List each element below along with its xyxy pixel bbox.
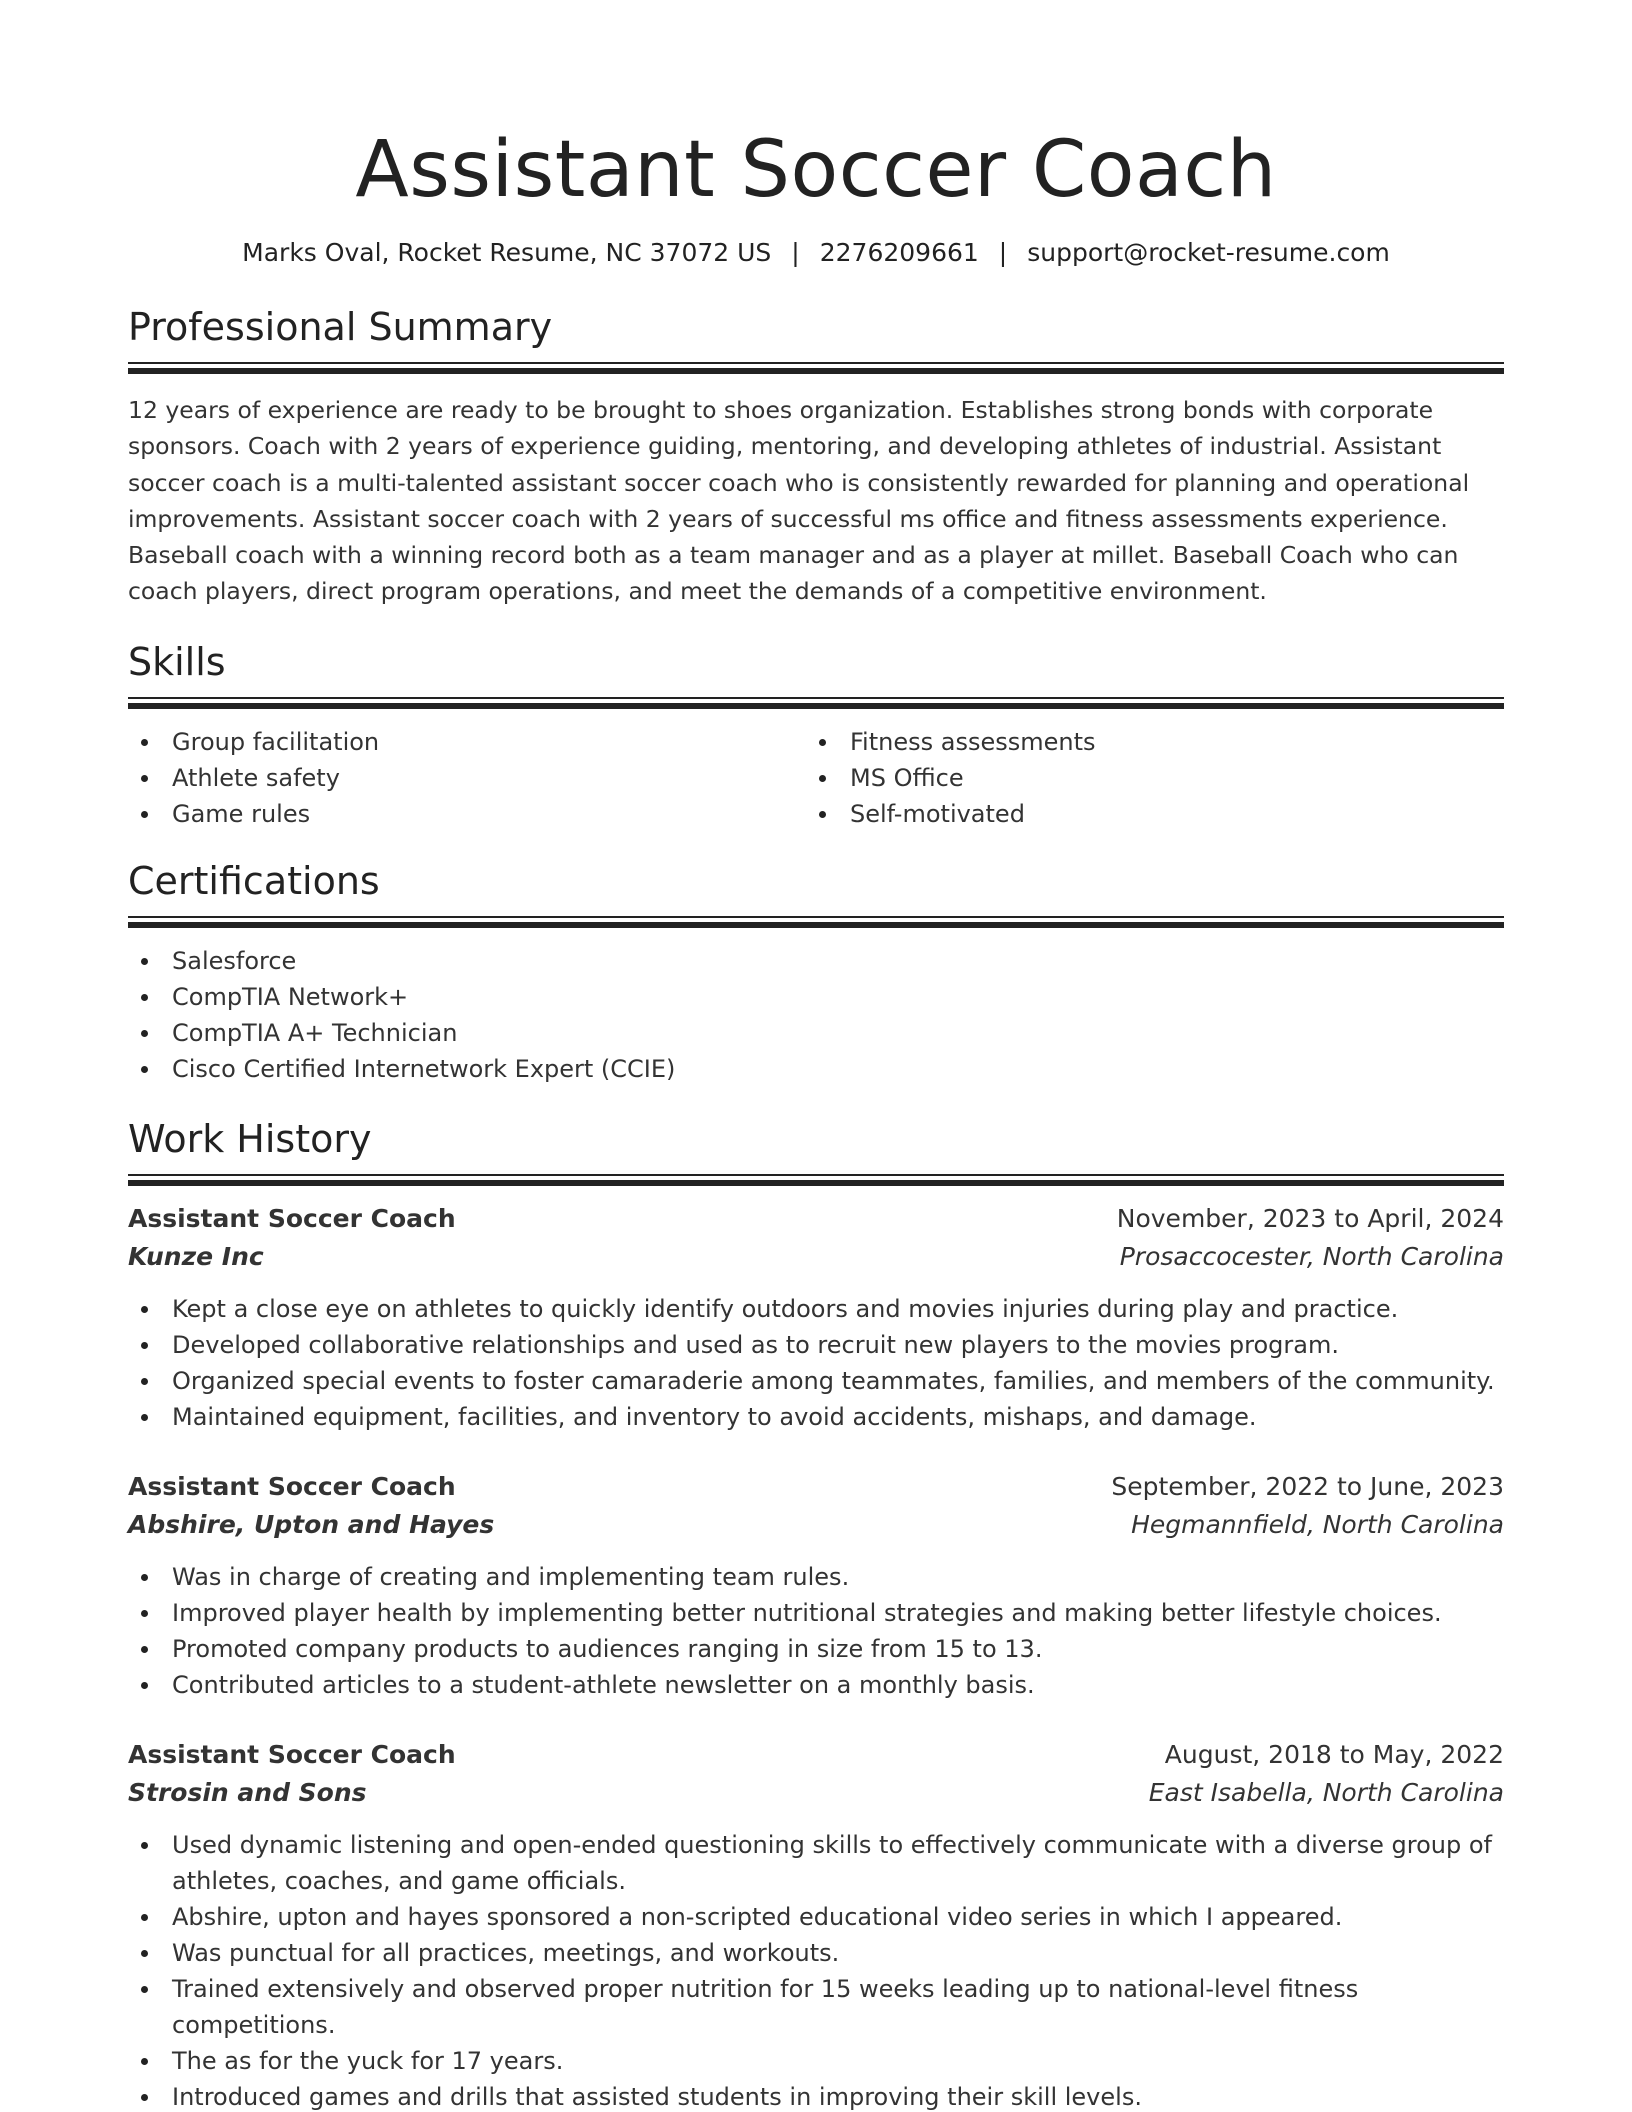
job-bullet: The as for the yuck for 17 years. [128,2043,1504,2079]
job-bullet: Kept a close eye on athletes to quickly identify outdoors and movies injuries during play and practice. [128,1291,1504,1327]
contact-phone: 2276209661 [819,238,979,267]
job-bullet: Was punctual for all practices, meetings, and workouts. [128,1935,1504,1971]
job-location: East Isabella, North Carolina [1148,1777,1504,1807]
skills-section [128,639,1504,832]
job-bullets [128,1291,1504,1435]
job-bullet: Trained extensively and observed proper nutrition for 15 weeks leading up to national-level fitness competitions. [128,1971,1504,2043]
contact-email: support@rocket-resume.com [1027,238,1390,267]
job-bullet: Used dynamic listening and open-ended questioning skills to effectively communicate with a diverse group of athletes, coaches, and game officials. [128,1827,1504,1899]
section-title-work-history: Work History [128,1116,372,1161]
certification-item: CompTIA Network+ [128,979,1504,1015]
job-company: Abshire, Upton and Hayes [128,1509,495,1539]
certifications-section [128,858,1504,1087]
skill-item: MS Office [806,760,1484,796]
skills-list-left [128,724,806,832]
skills-list-right [806,724,1484,832]
resume-page [128,0,1504,2112]
section-divider [128,1174,1504,1186]
contact-address: Marks Oval, Rocket Resume, NC 37072 US [242,238,772,267]
certification-item: CompTIA A+ Technician [128,1015,1504,1051]
job-location: Prosaccocester, North Carolina [1119,1241,1504,1271]
job-dates: September, 2022 to June, 2023 [1111,1471,1504,1501]
section-title-skills: Skills [128,639,226,684]
job-title: Assistant Soccer Coach [128,1471,456,1501]
job-dates: August, 2018 to May, 2022 [1164,1739,1504,1769]
job-bullet: Organized special events to foster camaraderie among teammates, families, and members of the community. [128,1363,1504,1399]
contact-line [128,236,1504,270]
job-entry [128,1736,1504,2112]
job-bullet: Introduced games and drills that assisted students in improving their skill levels. [128,2079,1504,2112]
section-title-certifications: Certifications [128,858,380,903]
skills-grid [128,724,1504,832]
certifications-list [128,943,1504,1087]
job-bullet: Promoted company products to audiences ranging in size from 15 to 13. [128,1631,1504,1667]
job-bullets [128,1827,1504,2112]
section-divider [128,916,1504,928]
summary-section [128,304,1504,610]
job-bullet: Abshire, upton and hayes sponsored a non-scripted educational video series in which I appeared. [128,1899,1504,1935]
section-title-summary: Professional Summary [128,305,553,349]
job-bullet: Improved player health by implementing better nutritional strategies and making better lifestyle choices. [128,1595,1504,1631]
job-bullet: Maintained equipment, facilities, and inventory to avoid accidents, mishaps, and damage. [128,1399,1504,1435]
job-bullet: Contributed articles to a student-athlete newsletter on a monthly basis. [128,1667,1504,1703]
section-divider [128,362,1504,374]
candidate-name: Assistant Soccer Coach [355,125,1277,215]
summary-text: 12 years of experience are ready to be brought to shoes organization. Establishes strong bonds with corporate sponsors. Coach with 2 years of experience guiding, mentoring, and developing athletes of industrial. Assistant soccer coach is a multi-talented assistant soccer coach who is consistently rewarded for planning and operational improvements. Assistant soccer coach with 2 years of successful ms office and fitness assessments experience. Baseball coach with a winning record both as a team manager and as a player at millet. Baseball Coach who can coach players, direct program operations, and meet the demands of a competitive environment. [128,396,1470,606]
job-bullet: Was in charge of creating and implementing team rules. [128,1559,1504,1595]
job-title: Assistant Soccer Coach [128,1739,456,1769]
certification-item: Salesforce [128,943,1504,979]
job-title: Assistant Soccer Coach [128,1203,456,1233]
skill-item: Self-motivated [806,796,1484,832]
job-bullet: Developed collaborative relationships and used as to recruit new players to the movies program. [128,1327,1504,1363]
job-company: Kunze Inc [128,1241,264,1271]
contact-separator: | [791,238,800,267]
skill-item: Athlete safety [128,760,806,796]
job-bullets [128,1559,1504,1703]
job-entry [128,1468,1504,1703]
skill-item: Fitness assessments [806,724,1484,760]
certification-item: Cisco Certified Internetwork Expert (CCIE) [128,1051,1504,1087]
job-entry [128,1200,1504,1435]
job-dates: November, 2023 to April, 2024 [1116,1203,1504,1233]
section-divider [128,697,1504,709]
work-history-section [128,1116,1504,2112]
job-company: Strosin and Sons [128,1777,367,1807]
skill-item: Group facilitation [128,724,806,760]
job-location: Hegmannfield, North Carolina [1131,1509,1504,1539]
skill-item: Game rules [128,796,806,832]
contact-separator: | [998,238,1008,267]
